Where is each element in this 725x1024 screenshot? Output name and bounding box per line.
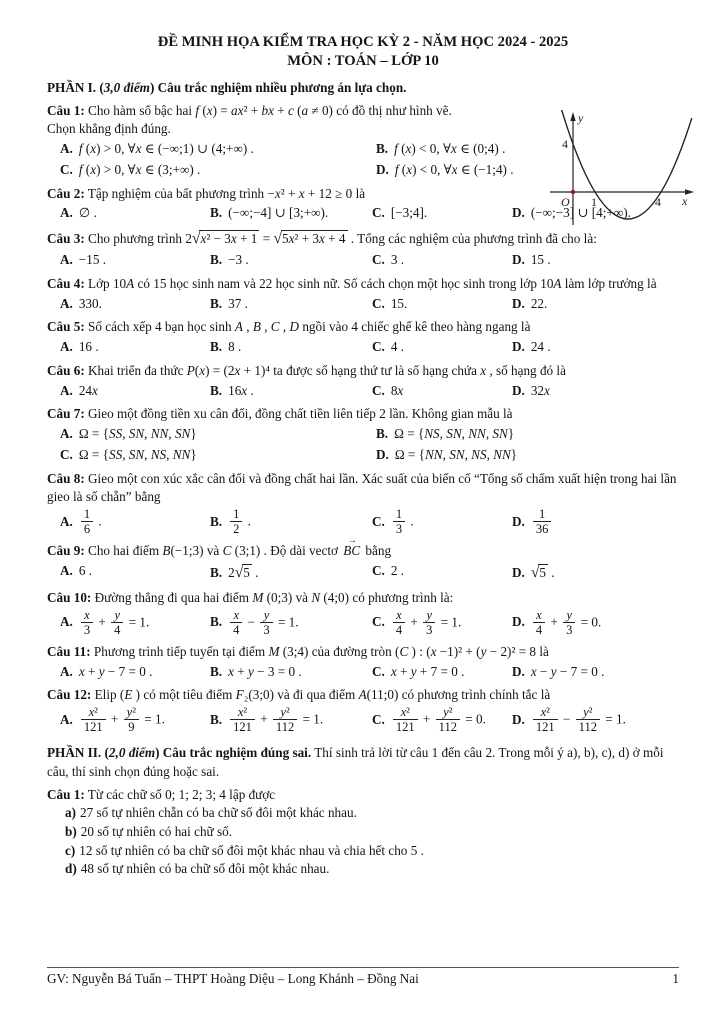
question-stem: Câu 5: Số cách xếp 4 bạn học sinh A , B , C , D ngồi vào 4 chiếc ghế kê theo hàng ngang là	[47, 319, 531, 335]
answer-option: B. $\frac{1}{2}$ .	[210, 507, 251, 537]
answer-option: A. x + y − 7 = 0 .	[60, 663, 153, 679]
fraction-denominator: 4	[533, 622, 545, 637]
origin-dot	[571, 190, 575, 194]
fraction-numerator: x²	[88, 704, 98, 719]
option-letter: C.	[372, 663, 385, 679]
radical-sign: √	[273, 230, 282, 248]
answer-option: D. x − y − 7 = 0 .	[512, 663, 605, 679]
option-letter: C.	[372, 339, 385, 355]
exam-title-line1: ĐỀ MINH HỌA KIỂM TRA HỌC KỲ 2 - NĂM HỌC 2024 - 2025	[157, 34, 569, 50]
fraction	[563, 608, 575, 637]
fraction	[124, 705, 139, 734]
answer-option: B. $\frac{\text{x²}}{121}$ + $\frac{\text{y²}}{112}$ = 1.	[210, 704, 324, 735]
question-stem: Câu 12: Elip (E ) có một tiêu điểm F₂(3;0) và đi qua điểm A(11;0) có phương trình chính tắc là	[47, 687, 551, 703]
question-11	[47, 643, 679, 682]
answer-option: D. 15 .	[512, 252, 551, 268]
radicand: 5	[539, 564, 546, 580]
statement-text: 27 số tự nhiên chẵn có ba chữ số đôi một khác nhau.	[80, 805, 357, 821]
option-letter: C.	[372, 562, 385, 578]
fraction	[533, 608, 545, 637]
fraction-denominator: 4	[230, 622, 242, 637]
question-stem: Câu 10: Đường thẳng đi qua hai điểm M (0;3) và N (4;0) có phương trình là:	[47, 589, 454, 605]
answer-option: D. 32x	[512, 382, 550, 398]
option-letter: A.	[60, 205, 73, 221]
fraction-numerator: y	[114, 607, 121, 622]
option-letter: A.	[60, 382, 73, 398]
part2-question-1	[47, 786, 679, 880]
answer-option: B. 8 .	[210, 339, 242, 355]
question-4	[47, 275, 679, 314]
fraction	[111, 608, 123, 637]
fraction-denominator: 6	[81, 521, 93, 536]
option-letter: D.	[512, 252, 525, 268]
fraction-denominator: 112	[436, 719, 460, 734]
option-letter: A.	[60, 711, 73, 727]
fraction-denominator: 3	[563, 622, 575, 637]
question-stem: Câu 2: Tập nghiệm của bất phương trình −x² + x + 12 ≥ 0 là	[47, 185, 366, 201]
fraction-denominator: 121	[81, 719, 106, 734]
answer-option: B. 2√5 .	[210, 563, 259, 581]
square-root	[192, 231, 259, 246]
answer-option: C. x + y + 7 = 0 .	[372, 663, 465, 679]
option-letter: D.	[512, 382, 525, 398]
options-row	[60, 294, 679, 315]
question-stem	[47, 786, 679, 805]
answer-option: D. 22.	[512, 295, 548, 311]
fraction	[273, 705, 297, 734]
fraction-denominator: 121	[533, 719, 558, 734]
option-letter: D.	[376, 161, 389, 177]
part2-heading-suffix: ) Câu trắc nghiệm đúng sai.	[155, 745, 312, 761]
question-stem: Câu 4: Lớp 10A có 15 học sinh nam và 22 học sinh nữ. Số cách chọn một học sinh trong lớp 10A làm lớp trưởng là	[47, 275, 657, 291]
answer-option: C. 2 .	[372, 562, 405, 578]
answer-option: A. 16 .	[60, 339, 99, 355]
option-letter: A.	[60, 252, 73, 268]
parabola-curve	[560, 110, 692, 219]
answer-option: C. 8x	[372, 382, 404, 398]
fraction	[81, 608, 93, 637]
option-letter: B.	[210, 564, 223, 580]
answer-option: B. −3 .	[210, 252, 249, 268]
option-letter: A.	[60, 663, 73, 679]
question-label: Câu 3:	[47, 231, 85, 247]
fraction-numerator: x	[536, 607, 542, 622]
option-letter: D.	[376, 446, 389, 462]
fraction-denominator: 121	[230, 719, 255, 734]
answer-option: C. $\frac{1}{3}$ .	[372, 507, 414, 537]
question-label: Câu 11:	[47, 643, 91, 659]
answer-option: A. −15 .	[60, 252, 107, 268]
question-label: Câu 4:	[47, 275, 85, 291]
fraction-numerator: x²	[540, 704, 550, 719]
statement-text: 20 số tự nhiên có hai chữ số.	[80, 824, 233, 839]
answer-option: B. Ω = {NS, SN, NN, SN}	[376, 426, 515, 442]
options-row	[60, 705, 679, 736]
question-stem: Câu 7: Gieo một đồng tiền xu cân đối, đồng chất tiền liên tiếp 2 lần. Không gian mẫu là	[47, 406, 513, 422]
radicand: 5x² + 3x + 4	[281, 231, 346, 247]
fraction	[230, 705, 255, 734]
square-root	[273, 231, 347, 246]
y-axis-arrow	[570, 112, 575, 121]
option-letter: D.	[512, 205, 525, 221]
part2-heading-points: 2,0 điểm	[108, 745, 156, 761]
x-tick-4: 4	[655, 195, 661, 209]
option-letter: A.	[60, 141, 73, 157]
answer-option: A. $\frac{1}{6}$ .	[60, 507, 102, 537]
vector-BC: → BC	[343, 542, 360, 561]
fraction-denominator: 36	[533, 521, 552, 536]
question-label: Câu 6:	[47, 362, 85, 378]
answer-option: C. $\frac{x}{4}$ + $\frac{y}{3}$ = 1.	[372, 607, 462, 637]
question-label: Câu 5:	[47, 319, 85, 335]
question-stem: Câu 6: Khai triển đa thức P(x) = (2x + 1)⁴ ta được số hạng thứ tư là số hạng chứa x , số hạng đó là	[47, 362, 566, 378]
fraction-denominator: 4	[393, 622, 405, 637]
question-text: Từ các chữ số 0; 1; 2; 3; 4 lập được	[87, 786, 276, 802]
statement-letter: c)	[65, 842, 76, 858]
answer-option: C. 4 .	[372, 339, 405, 355]
option-letter: C.	[372, 614, 385, 630]
answer-option: A. f (x) > 0, ∀x ∈ (−∞;1) ∪ (4;+∞) .	[60, 141, 254, 157]
answer-option: B. 37 .	[210, 295, 248, 311]
part2-heading-prefix: PHẦN II. (	[47, 745, 109, 761]
answer-option: A. 330.	[60, 295, 102, 311]
fraction-numerator: y	[566, 607, 573, 622]
answer-option: C. 15.	[372, 295, 408, 311]
option-letter: B.	[210, 382, 223, 398]
option-letter: A.	[60, 513, 73, 529]
fraction-numerator: y	[263, 607, 270, 622]
part1-heading-prefix: PHẦN I. (	[47, 79, 104, 95]
answer-option: A. 24x	[60, 382, 98, 398]
statement-text: 48 số tự nhiên có ba chữ số đôi một khác nhau.	[80, 861, 330, 877]
part1-heading-suffix: ) Câu trắc nghiệm nhiều phương án lựa chọn.	[149, 79, 407, 95]
answer-option: A. 6 .	[60, 562, 93, 578]
options-row	[60, 507, 679, 538]
fraction	[260, 608, 272, 637]
question-3	[47, 228, 679, 271]
question-label: Câu 12:	[47, 687, 92, 703]
question-label: Câu 7:	[47, 406, 85, 422]
fraction-numerator: y²	[443, 704, 453, 719]
option-letter: D.	[512, 295, 525, 311]
answer-option: A. $\frac{x}{3}$ + $\frac{y}{4}$ = 1.	[60, 607, 150, 637]
fraction	[393, 705, 418, 734]
option-letter: C.	[372, 513, 385, 529]
answer-option: A. ∅ .	[60, 205, 97, 221]
y-tick-4: 4	[562, 137, 568, 151]
question-10	[47, 589, 679, 639]
answer-option: D. f (x) < 0, ∀x ∈ (−1;4) .	[376, 161, 514, 177]
answer-option: C. [−3;4].	[372, 205, 428, 221]
part2-heading-instructions: Thí sinh trả lời từ câu 1 đến câu 2. Trong mỗi ý a), b), c), d) ở mỗi câu, thí sinh chọn đúng hoặc sai.	[47, 745, 664, 779]
fraction-denominator: 3	[423, 622, 435, 637]
question-6	[47, 362, 679, 401]
option-letter: A.	[60, 562, 73, 578]
option-letter: A.	[60, 339, 73, 355]
fraction	[576, 705, 600, 734]
answer-option: A. $\frac{\text{x²}}{121}$ + $\frac{\text{y²}}{9}$ = 1.	[60, 704, 165, 735]
question-7	[47, 405, 679, 465]
answer-option: C. $\frac{\text{x²}}{121}$ + $\frac{\text{y²}}{112}$ = 0.	[372, 704, 486, 735]
question-12	[47, 686, 679, 736]
fraction-numerator: 1	[233, 507, 240, 521]
option-letter: D.	[512, 564, 525, 580]
function-graph	[543, 110, 700, 232]
question-label: Câu 8:	[47, 470, 85, 486]
option-letter: C.	[372, 711, 385, 727]
option-letter: B.	[376, 426, 389, 442]
option-letter: B.	[210, 711, 223, 727]
answer-option: D. $\frac{\text{x²}}{121}$ − $\frac{\text{y²}}{112}$ = 1.	[512, 704, 626, 735]
option-letter: B.	[210, 663, 223, 679]
fraction-numerator: x²	[400, 704, 410, 719]
options-row	[60, 250, 679, 271]
answer-option: C. 3 .	[372, 252, 405, 268]
fraction-numerator: x	[396, 607, 402, 622]
question-stem: Câu 1: Cho hàm số bậc hai f (x) = ax² + bx + c (a ≠ 0) có đồ thị như hình vẽ.	[47, 102, 452, 118]
fraction	[393, 507, 405, 536]
fraction	[81, 507, 93, 536]
option-letter: D.	[512, 614, 525, 630]
fraction-numerator: y	[426, 607, 433, 622]
x-axis-label: x	[682, 194, 688, 208]
answer-option: C. f (x) > 0, ∀x ∈ (3;+∞) .	[60, 161, 201, 177]
square-root	[235, 565, 252, 580]
statement-item-a	[65, 804, 679, 823]
fraction-numerator: 1	[538, 507, 546, 521]
option-letter: D.	[512, 339, 525, 355]
fraction-denominator: 9	[124, 719, 139, 734]
question-stem: Câu 9: Cho hai điểm B(−1;3) và C (3;1) . Độ dài vectơ → BC bằng	[47, 542, 679, 561]
option-letter: B.	[210, 614, 223, 630]
radicand: x² − 3x + 1	[200, 231, 258, 247]
fraction-denominator: 3	[260, 622, 272, 637]
part2-heading	[47, 744, 679, 781]
answer-option: B. $\frac{x}{4}$ − $\frac{y}{3}$ = 1.	[210, 607, 299, 637]
answer-option	[512, 507, 679, 538]
option-letter: B.	[210, 513, 223, 529]
fraction-numerator: y²	[280, 704, 290, 719]
options-row	[60, 662, 679, 683]
option-letter: D.	[512, 663, 525, 679]
radical-sign: √	[234, 563, 244, 581]
fraction	[393, 608, 405, 637]
question-label: Câu 1:	[47, 786, 85, 802]
fraction-denominator: 4	[111, 622, 123, 637]
options-row	[60, 424, 679, 465]
option-letter: C.	[372, 252, 385, 268]
question-stem: Câu 11: Phương trình tiếp tuyến tại điểm M (3;4) của đường tròn (C ) : (x −1)² + (y − 2)² = 8 là	[47, 643, 549, 659]
fraction	[533, 705, 558, 734]
answer-option: D. $\frac{x}{4}$ + $\frac{y}{3}$ = 0.	[512, 607, 602, 637]
fraction	[230, 608, 242, 637]
part1-heading-points: 3,0 điểm	[103, 79, 150, 95]
fraction-denominator: 112	[273, 719, 297, 734]
option-letter: A.	[60, 614, 73, 630]
option-letter: B.	[376, 141, 389, 157]
statement-letter: b)	[65, 824, 77, 839]
fraction-numerator: 1	[395, 507, 403, 521]
question-label: Câu 2:	[47, 185, 85, 201]
options-row	[60, 561, 679, 585]
fraction-denominator: 2	[230, 521, 242, 536]
statement-item-b	[65, 823, 679, 842]
question-5	[47, 318, 679, 357]
answer-option: D. √5 .	[512, 563, 555, 581]
option-letter: B.	[210, 295, 223, 311]
question-9	[47, 542, 679, 585]
statement-letter: a)	[65, 805, 76, 821]
origin-label: O	[561, 195, 570, 209]
square-root	[531, 565, 548, 580]
answer-option: D. Ω = {NN, SN, NS, NN}	[376, 446, 518, 462]
fraction	[81, 705, 106, 734]
fraction-numerator: 1	[83, 507, 91, 521]
fraction	[230, 507, 242, 536]
fraction-numerator: y²	[583, 704, 593, 719]
option-letter: C.	[372, 205, 385, 221]
question-stem: Câu 3: Cho phương trình 2√x² − 3x + 1 = √5x² + 3x + 4 . Tổng các nghiệm của phương trình đã cho là:	[47, 230, 597, 248]
fraction	[423, 608, 435, 637]
fraction	[436, 705, 460, 734]
statement-item-d	[65, 860, 679, 879]
options-row	[60, 381, 679, 402]
part1-heading	[47, 79, 679, 98]
answer-option: B. 16x .	[210, 382, 254, 398]
question-stem-line2: Chọn khẳng định đúng.	[47, 121, 171, 137]
option-letter: D.	[512, 711, 525, 727]
option-letter: C.	[60, 446, 73, 462]
radical-sign: √	[191, 230, 201, 248]
question-label: Câu 9:	[47, 543, 85, 559]
fraction-denominator: 112	[576, 719, 600, 734]
footer-teacher: GV: Nguyễn Bá Tuấn – THPT Hoàng Diệu – Long Khánh – Đồng Nai	[47, 971, 419, 986]
option-letter: C.	[60, 161, 73, 177]
radical-sign: √	[530, 563, 540, 581]
fraction-numerator: x²	[237, 704, 248, 719]
fraction-numerator: y²	[126, 704, 136, 719]
option-letter: A.	[60, 426, 73, 442]
option-letter: A.	[60, 295, 73, 311]
option-letter: C.	[372, 382, 385, 398]
statement-letter: d)	[65, 861, 77, 877]
fraction-denominator: 121	[393, 719, 418, 734]
options-row	[60, 608, 679, 639]
question-8	[47, 470, 679, 539]
question-label: Câu 10:	[47, 589, 92, 605]
option-letter: B.	[210, 339, 223, 355]
option-letter: C.	[372, 295, 385, 311]
fraction-denominator: 3	[393, 521, 405, 536]
option-letter: B.	[210, 252, 223, 268]
footer-page-number: 1	[672, 971, 679, 986]
x-tick-1: 1	[591, 195, 597, 209]
y-axis-label: y	[578, 111, 584, 125]
exam-title-line2: MÔN : TOÁN – LỚP 10	[287, 52, 439, 69]
option-letter: B.	[210, 205, 223, 221]
question-label: Câu 1:	[47, 102, 85, 118]
options-row	[60, 337, 679, 358]
statement-text: 12 số tự nhiên có ba chữ số đôi một khác nhau và chia hết cho 5 .	[79, 842, 424, 858]
answer-option: B. f (x) < 0, ∀x ∈ (0;4) .	[376, 141, 506, 157]
fraction-denominator: 3	[81, 622, 93, 637]
option-letter: D.	[512, 513, 525, 529]
answer-option: A. Ω = {SS, SN, NN, SN}	[60, 426, 197, 442]
statement-item-c	[65, 842, 679, 861]
answer-option: D. (−∞;−3] ∪ [4;+∞).	[512, 205, 631, 221]
page-footer	[47, 967, 679, 989]
fraction-numerator: x	[84, 607, 90, 622]
answer-option: B. (−∞;−4] ∪ [3;+∞).	[210, 205, 329, 221]
radicand: 5	[243, 564, 250, 580]
question-stem: Câu 8: Gieo một con xúc xắc cân đối và đồng chất hai lần. Xác suất của biến cố “Tổng số chấm xuất hiện trong hai lần gieo là số chẵn” bằng	[47, 470, 677, 505]
answer-option: D. 24 .	[512, 339, 551, 355]
answer-option: C. Ω = {SS, SN, NS, NN}	[60, 446, 197, 462]
fraction	[533, 507, 552, 536]
answer-option: B. x + y − 3 = 0 .	[210, 663, 302, 679]
fraction-numerator: x	[233, 607, 239, 622]
